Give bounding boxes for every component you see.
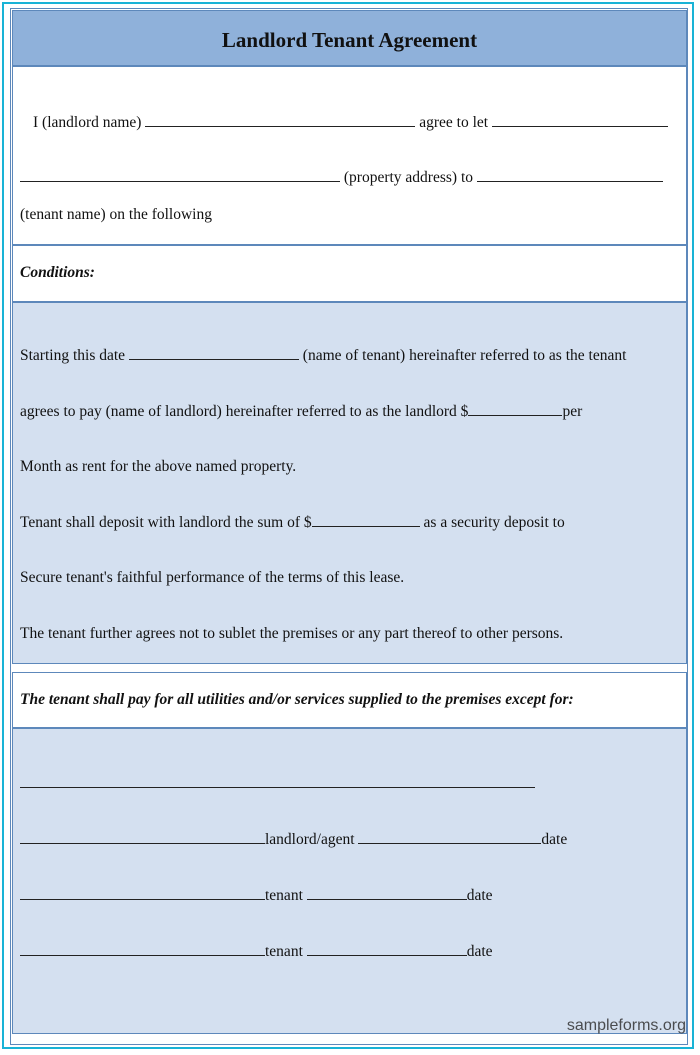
conditions-section — [12, 245, 687, 302]
landlord-signature-line — [20, 830, 567, 849]
property-address-label: (property address) to — [343, 169, 473, 186]
deposit-amount-field[interactable] — [312, 513, 420, 527]
utilities-section — [12, 672, 687, 728]
title-bar — [12, 10, 687, 66]
deposit-text: Tenant shall deposit with landlord the sum of $ — [20, 514, 312, 531]
tenant-label: tenant — [265, 943, 303, 960]
property-address-field[interactable] — [20, 168, 340, 182]
conditions-heading: Conditions: — [20, 264, 95, 281]
landlord-date-field[interactable] — [358, 830, 541, 844]
start-date-label: Starting this date — [20, 347, 126, 364]
signature-section — [12, 728, 687, 1034]
utilities-heading: The tenant shall pay for all utilities and/or services supplied to the premises except for: — [20, 691, 574, 708]
landlord-name-field[interactable] — [145, 113, 415, 127]
utilities-exception-field[interactable] — [20, 774, 535, 788]
intro-section — [12, 66, 687, 245]
landlord-agent-label: landlord/agent — [265, 831, 355, 848]
start-date-field[interactable] — [129, 346, 299, 360]
tenant-name-field[interactable] — [477, 168, 663, 182]
date-label: date — [541, 831, 568, 848]
landlord-signature-field[interactable] — [20, 830, 265, 844]
tenant-signature-line-2 — [20, 942, 493, 961]
watermark: sampleforms.org — [566, 1017, 686, 1034]
terms-line-4 — [20, 513, 565, 532]
tenant-signature-field-1[interactable] — [20, 886, 265, 900]
terms-line-2 — [20, 402, 582, 421]
security-deposit-text: as a security deposit to — [423, 514, 565, 531]
let-field[interactable] — [492, 113, 668, 127]
rent-text: agrees to pay (name of landlord) hereinafter referred to as the landlord $ — [20, 403, 469, 420]
tenant-label: tenant — [265, 887, 303, 904]
terms-section — [12, 302, 687, 664]
tenant-date-field-1[interactable] — [307, 886, 467, 900]
tenant-reference-text: (name of tenant) hereinafter referred to as the tenant — [302, 347, 627, 364]
per-label: per — [562, 403, 583, 420]
date-label: date — [466, 887, 493, 904]
intro-line-2 — [20, 168, 663, 187]
intro-line-3: (tenant name) on the following — [20, 206, 212, 223]
landlord-name-label: I (landlord name) — [33, 114, 142, 131]
terms-line-6: The tenant further agrees not to sublet the premises or any part thereof to other persons. — [20, 625, 564, 642]
tenant-signature-field-2[interactable] — [20, 942, 265, 956]
agree-to-let-label: agree to let — [419, 114, 489, 131]
page-title: Landlord Tenant Agreement — [221, 28, 478, 52]
terms-line-5: Secure tenant's faithful performance of the terms of this lease. — [20, 569, 405, 586]
tenant-date-field-2[interactable] — [307, 942, 467, 956]
terms-line-1 — [20, 346, 626, 365]
terms-line-3: Month as rent for the above named property. — [20, 458, 297, 475]
utilities-exception-line — [20, 774, 535, 793]
date-label: date — [466, 943, 493, 960]
tenant-signature-line-1 — [20, 886, 493, 905]
intro-line-1 — [33, 113, 668, 132]
rent-amount-field[interactable] — [468, 402, 562, 416]
